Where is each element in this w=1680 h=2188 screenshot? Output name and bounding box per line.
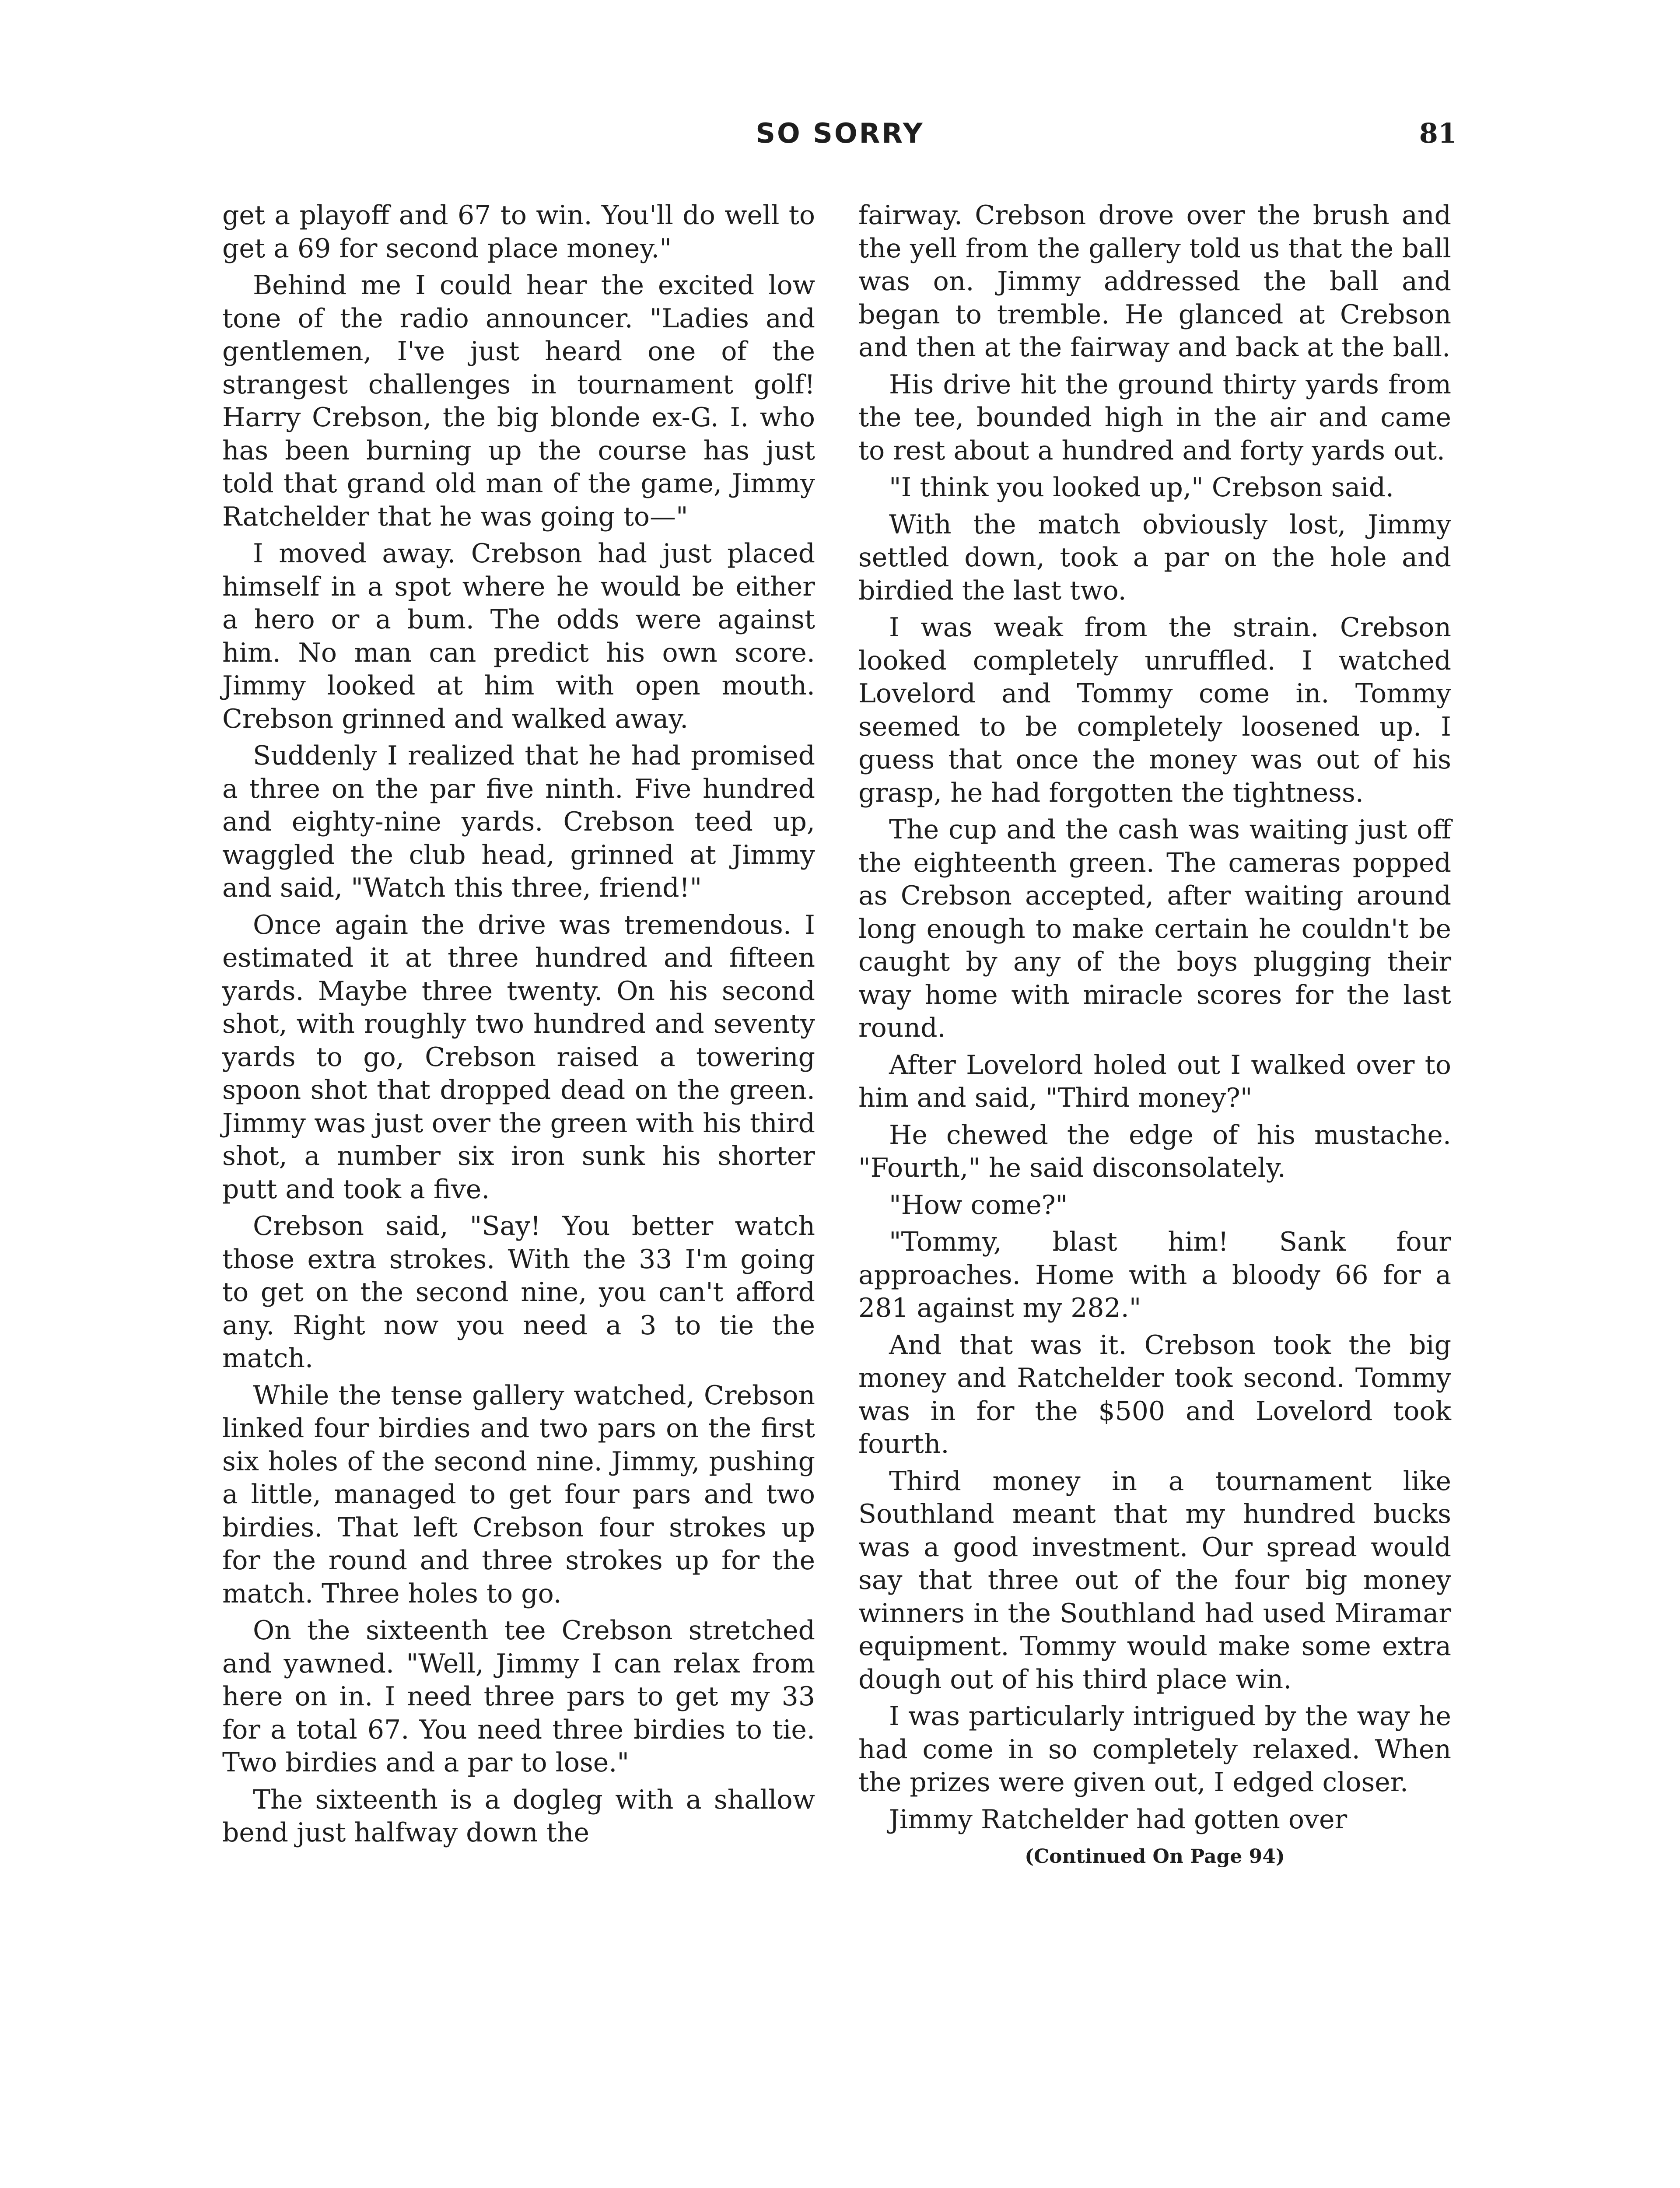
paragraph: And that was it. Crebson took the big money and Ratchelder took second. Tommy was in for the $500 and Lovelord took fourth. [858, 1329, 1451, 1459]
paragraph: Jimmy Ratchelder had gotten over [889, 1804, 1348, 1835]
paragraph: He chewed the edge of his mustache. "Fourth," he said disconsolately. [858, 1119, 1451, 1183]
paragraph: Suddenly I realized that he had promised a three on the par five ninth. Five hundred and eighty-nine yards. Crebson teed up, waggled the club head, grinned at Jimmy and said, "Watch this three, friend!" [222, 740, 815, 903]
paragraph: "Tommy, blast him! Sank four approaches. Home with a bloody 66 for a 281 against my 282." [858, 1227, 1451, 1323]
paragraph: After Lovelord holed out I walked over to him and said, "Third money?" [858, 1049, 1451, 1113]
paragraph: With the match obviously lost, Jimmy settled down, took a par on the hole and birdied the last two. [858, 509, 1451, 606]
paragraph: I was particularly intrigued by the way he had come in so completely relaxed. When the prizes were given out, I edged closer. [858, 1701, 1451, 1798]
paragraph: I was weak from the strain. Crebson looked completely unruffled. I watched Lovelord and Tommy come in. Tommy seemed to be completely loosened up. I guess that once the money was out of his grasp, he had forgotten the tightness. [858, 612, 1451, 808]
paragraph: I moved away. Crebson had just placed himself in a spot where he would be either a hero or a bum. The odds were against him. No man can predict his own score. Jimmy looked at him with open mouth. Crebson grinned and walked away. [222, 538, 815, 734]
paragraph: Third money in a tournament like Southland meant that my hundred bucks was a good investment. Our spread would say that three out of the four big money winners in the Southland had used Miramar equipment. Tommy would make some extra dough out of his third place win. [858, 1466, 1451, 1695]
paragraph: While the tense gallery watched, Crebson linked four birdies and two pars on the first six holes of the second nine. Jimmy, pushing a little, managed to get four pars and two birdies. That left Crebson four strokes up for the round and three strokes up for the match. Three holes to go. [222, 1380, 815, 1609]
paragraph: Behind me I could hear the excited low tone of the radio announcer. "Ladies and gentlemen, I've just heard one of the strangest challenges in tournament golf! Harry Crebson, the big blonde ex-G. I. who has been burning up the course has just told that grand old man of the game, Jimmy Ratchelder that he was going to—" [222, 270, 815, 532]
paragraph: The cup and the cash was waiting just off the eighteenth green. The cameras popped as Crebson accepted, after waiting around long enough to make certain he couldn't be caught by any of the boys plugging their way home with miracle scores for the last round. [858, 814, 1451, 1043]
continued-on-note: (Continued On Page 94) [1025, 1845, 1285, 1868]
paragraph: The sixteenth is a dogleg with a shallow bend just halfway down the [222, 1784, 815, 1848]
right-text-column [858, 199, 1451, 1877]
paragraph: get a playoff and 67 to win. You'll do well to get a 69 for second place money." [222, 200, 815, 264]
left-text-column [222, 199, 815, 1854]
paragraph: "How come?" [889, 1189, 1068, 1220]
paragraph: On the sixteenth tee Crebson stretched and yawned. "Well, Jimmy I can relax from here on in. I need three pars to get my 33 for a total 67. You need three birdies to tie. Two birdies and a par to lose." [222, 1615, 815, 1778]
page-number: 81 [1419, 117, 1457, 149]
paragraph: Once again the drive was tremendous. I estimated it at three hundred and fifteen yards. Maybe three twenty. On his second shot, with roughly two hundred and seventy yards to go, Crebson raised a towering spoon shot that dropped dead on the green. Jimmy was just over the green with his third shot, a number six iron sunk his shorter putt and took a five. [222, 909, 815, 1205]
paragraph: fairway. Crebson drove over the brush and the yell from the gallery told us that the ball was on. Jimmy addressed the ball and began to tremble. He glanced at Crebson and then at the fairway and back at the ball. [858, 200, 1451, 363]
paragraph: His drive hit the ground thirty yards from the tee, bounded high in the air and came to rest about a hundred and forty yards out. [858, 369, 1451, 466]
paragraph: Crebson said, "Say! You better watch those extra strokes. With the 33 I'm going to get on the second nine, you can't afford any. Right now you need a 3 to tie the match. [222, 1211, 815, 1374]
running-head-title: SO SORRY [756, 117, 924, 149]
paragraph: "I think you looked up," Crebson said. [889, 472, 1394, 503]
